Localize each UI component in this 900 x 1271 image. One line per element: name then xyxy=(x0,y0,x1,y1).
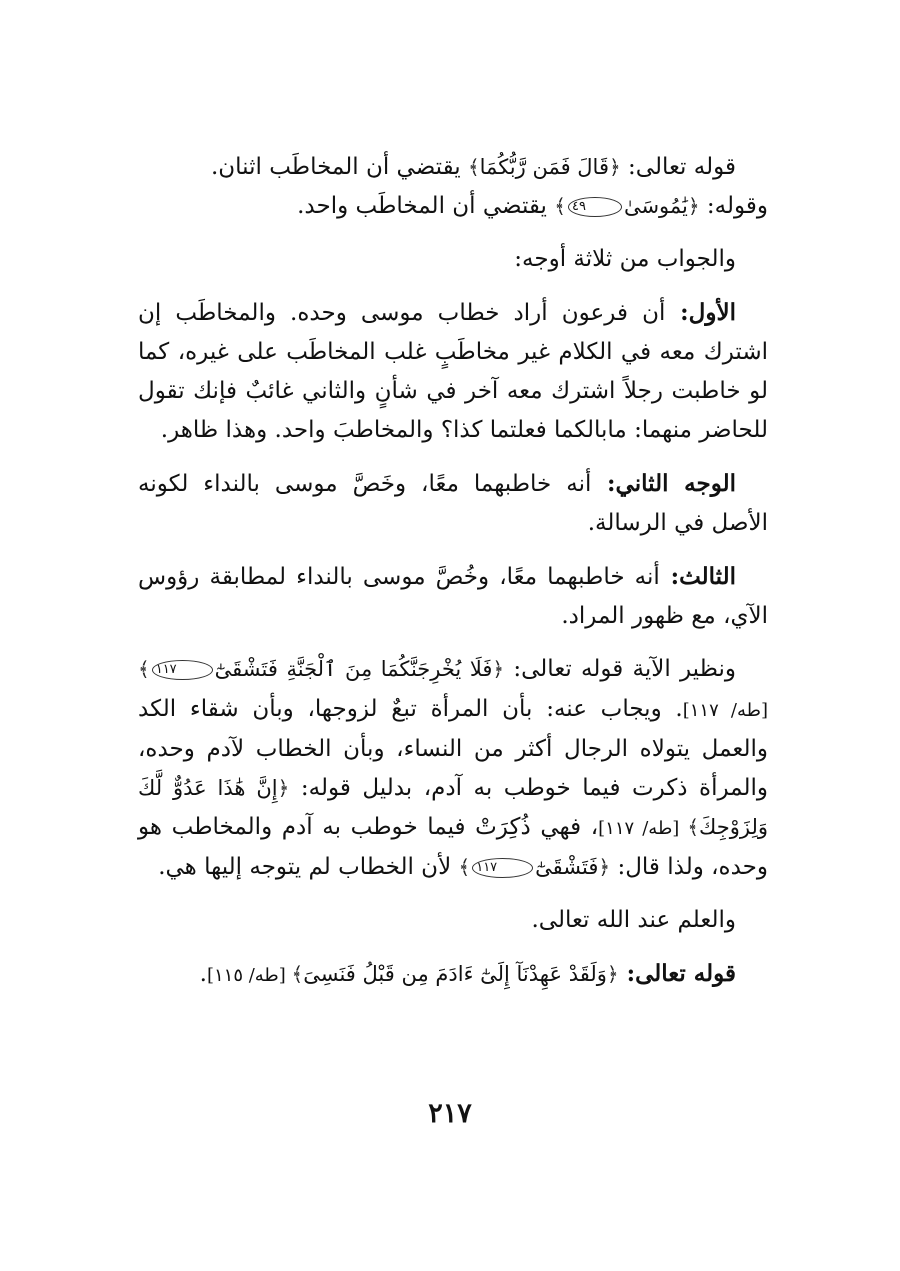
verse-reference: [طه/ ١١٥] xyxy=(206,965,292,986)
intro-text: وقوله: xyxy=(699,193,768,219)
second-label: الوجه الثاني: xyxy=(591,470,736,497)
next-heading-end: . xyxy=(199,961,207,987)
ayah-number-badge: ١١٧ xyxy=(472,858,533,878)
ornament-open-icon: ﴿ xyxy=(609,155,621,179)
ornament-open-icon: ﴿ xyxy=(277,776,290,800)
paragraph-first xyxy=(138,293,768,450)
page-number: ٢١٧ xyxy=(428,1098,472,1129)
intro-text: قوله تعالى: xyxy=(620,154,736,180)
ornament-close-icon: ﴾ xyxy=(554,194,566,218)
ornament-open-icon: ﴿ xyxy=(687,194,700,218)
third-label: الثالث: xyxy=(659,563,737,590)
page-body xyxy=(138,148,768,1009)
quran-quote: إِنَّ هَٰذَا عَدُوٌّ لَّكَ وَلِزَوْجِكَ xyxy=(138,776,768,839)
ornament-close-icon: ﴾ xyxy=(458,855,471,879)
answer-intro-text: والجواب من ثلاثة أوجه: xyxy=(514,246,736,272)
ornament-open-icon: ﴿ xyxy=(606,962,619,986)
intro-text: يقتضي أن المخاطَب اثنان. xyxy=(210,154,468,180)
ornament-close-icon: ﴾ xyxy=(138,657,150,681)
paragraph-second xyxy=(138,464,768,543)
quran-quote: فَتَشْقَىٰٓ xyxy=(535,855,599,879)
similar-text: ونظير الآية قوله تعالى: xyxy=(504,656,736,682)
paragraph-closing xyxy=(138,901,768,940)
ornament-open-icon: ﴿ xyxy=(598,855,611,879)
next-heading-label: قوله تعالى: xyxy=(618,960,736,987)
second-text: أنه خاطبهما معًا، وخَصَّ موسى بالنداء لكونه الأصل في الرسالة. xyxy=(138,471,768,536)
similar-text: . ويجاب عنه: بأن المرأة تبعٌ لزوجها، وبأن شقاء الكد والعمل يتولاه الرجال أكثر من النساء، وبأن الخطاب لآدم وحده، والمرأة ذكرت فيما خوطب به آدم، بدليل قوله: xyxy=(138,696,768,801)
paragraph-next-heading xyxy=(138,954,768,995)
quran-quote: يَٰمُوسَىٰ xyxy=(623,194,688,218)
quran-quote: فَلَا يُخْرِجَنَّكُمَا مِنَ ٱلْجَنَّةِ فَتَشْقَىٰٓ xyxy=(214,657,493,681)
closing-text: والعلم عند الله تعالى. xyxy=(531,907,736,933)
quran-quote: قَالَ فَمَن رَّبُّكُمَا xyxy=(479,155,609,179)
quran-quote: وَلَقَدْ عَهِدْنَآ إِلَىٰٓ ءَادَمَ مِن قَبْلُ فَنَسِىَ xyxy=(303,962,607,986)
paragraph-third xyxy=(138,557,768,636)
paragraph-similar xyxy=(138,650,768,887)
ornament-open-icon: ﴿ xyxy=(492,657,505,681)
ornament-close-icon: ﴾ xyxy=(291,962,304,986)
third-text: أنه خاطبهما معًا، وخُصَّ موسى بالنداء لمطابقة رؤوس الآي، مع ظهور المراد. xyxy=(138,564,768,629)
verse-reference: [طه/ ١١٧] xyxy=(598,818,688,839)
paragraph-answer-intro xyxy=(138,240,768,279)
intro-text: يقتضي أن المخاطَب واحد. xyxy=(297,193,555,219)
similar-text: ، فهي ذُكِرَتْ فيما خوطب به آدم والمخاطب هو وحده، ولذا قال: xyxy=(138,814,768,880)
ayah-number-badge: ١١٧ xyxy=(152,660,213,680)
paragraph-intro xyxy=(138,148,768,226)
similar-text: لأن الخطاب لم يتوجه إليها هي. xyxy=(158,854,459,880)
ayah-number-badge: ٤٩ xyxy=(568,197,622,217)
verse-reference: [طه/ ١١٧] xyxy=(682,700,768,721)
first-text: أن فرعون أراد خطاب موسى وحده. والمخاطَب إن اشترك معه في الكلام غير مخاطَبٍ غلب المخاطَب على غيره، كما لو خاطبت رجلاً اشترك معه آخر في شأنٍ والثاني غائبٌ فإنك تقول للحاضر منهما: مابالكما فعلتما كذا؟ والمخاطبَ واحد. وهذا ظاهر. xyxy=(138,300,768,443)
ornament-close-icon: ﴾ xyxy=(467,155,480,179)
first-label: الأول: xyxy=(665,299,737,326)
ornament-close-icon: ﴾ xyxy=(687,815,700,839)
